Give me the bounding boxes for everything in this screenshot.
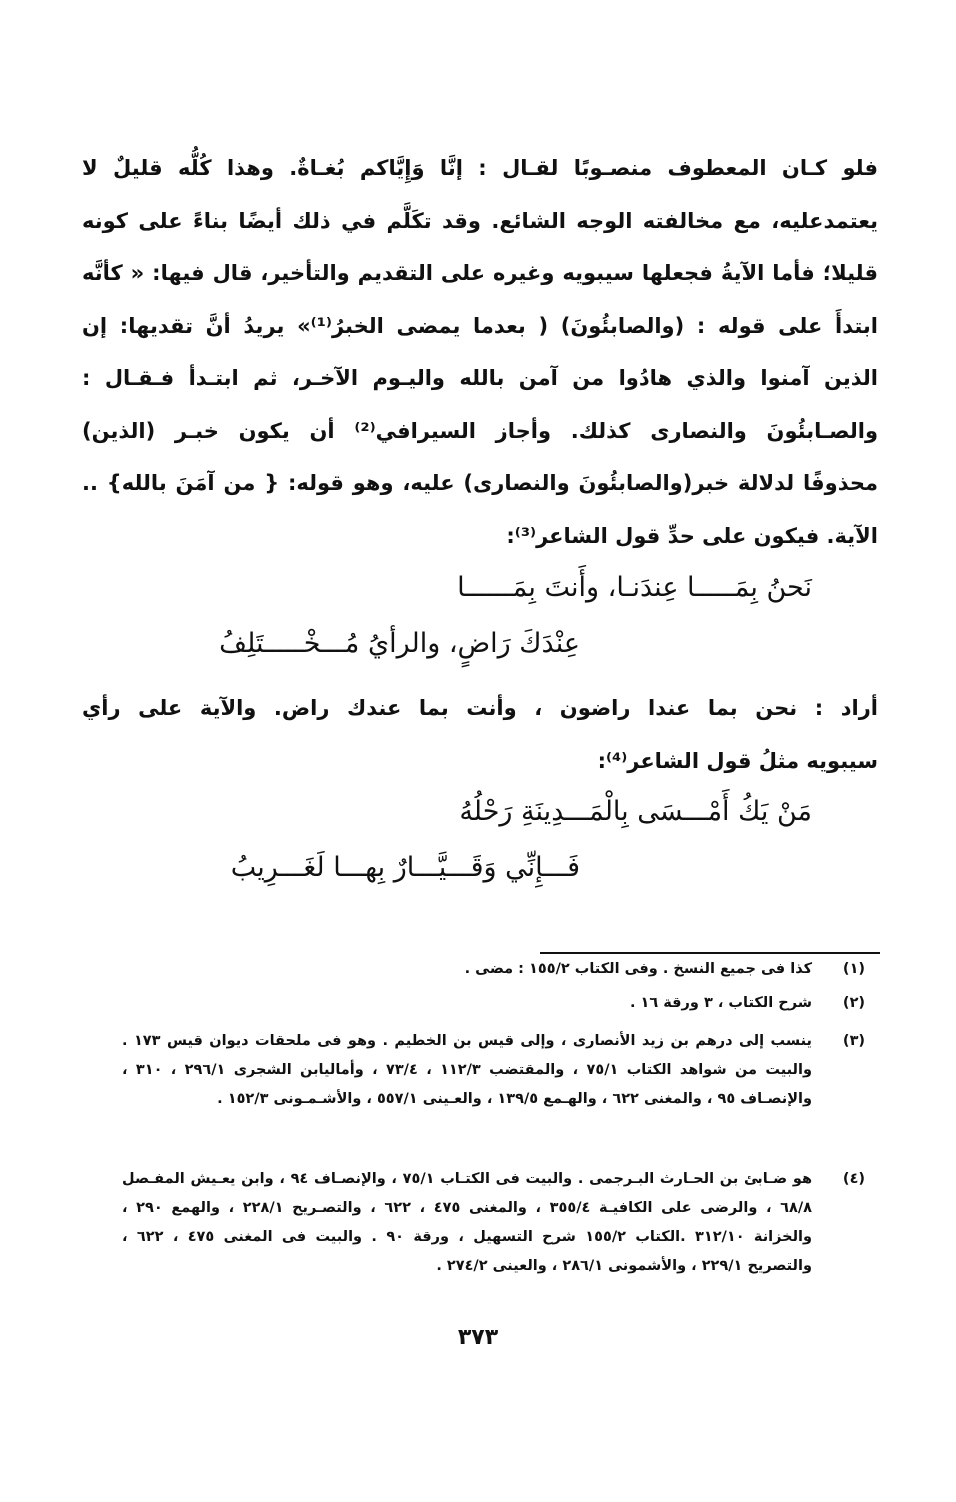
footnote-text: كذا فى جميع النسخ . وفى الكتاب ١٥٥/٢ : مضى . xyxy=(464,961,812,977)
text-line: أراد : نحن بما عندا راضون ، وأنت بما عندك راض. والآية على رأي xyxy=(82,696,878,720)
paragraph-1 xyxy=(82,142,878,562)
text-line: محذوفًا لدلالة خبر(والصابئُونَ والنصارى) عليه، وهو قوله: { من آمَنَ بالله} .. xyxy=(82,471,878,495)
verse-2-hemistich-2: فَـــإِنِّي وَقَـــيَّـــارٌ بِهـــا لَغَـــرِيبُ xyxy=(230,852,580,883)
page-number: ٣٧٣ xyxy=(457,1325,499,1350)
footnote-separator xyxy=(540,952,880,954)
footnote-number: (٢) xyxy=(842,995,866,1011)
footnote-3 xyxy=(122,1027,872,1114)
text-line: الذين آمنوا والذي هادُوا من آمن بالله واليـوم الآخـر، ثم ابتـدأ فـقـال : xyxy=(82,366,878,390)
text-line: ابتدأَ على قوله : (والصابئُونَ) ( بعدما يمضى الخبرُ⁽¹⁾» يريدُ أنَّ تقديها: إن xyxy=(82,313,878,338)
footnote-number: (٤) xyxy=(842,1171,866,1187)
text-line: فلو كـان المعطوف منصـوبًا لقـال : إنَّا وَإِيَّاكم بُغـاةٌ. وهذا كُلُّه قليلٌ لا xyxy=(82,156,878,180)
text-line: قليلا؛ فأما الآيةُ فجعلها سيبويه وغيره على التقديم والتأخير، قال فيها: « كأنَّه xyxy=(82,261,878,285)
verse-1-hemistich-2: عِنْدَكَ رَاضٍ، والرأيُ مُـــخْـــــتَلِفُ xyxy=(219,628,580,659)
text-line: سيبويه مثلُ قول الشاعر⁽⁴⁾: xyxy=(597,748,878,773)
text-line: والصـابئُونَ والنصارى كذلك. وأجاز السيرافي⁽²⁾ أن يكون خبـر (الذين) xyxy=(82,418,878,443)
verse-2-hemistich-1: مَنْ يَكُ أَمْـــسَى بِالْمَـــدِينَةِ رَحْلُهُ xyxy=(459,796,812,827)
footnote-1 xyxy=(122,955,872,984)
footnote-text: ينسب إلى درهم بن زيد الأنصارى ، وإلى قيس بن الخطيم . وهو فى ملحقات ديوان قيس ١٧٣ . والبيت من شواهد الكتاب ٧٥/١ ، والمقتضب ١١٢/٣ ، ٧٣/٤ ، وأماليابن الشجرى ٢٩٦/١ ، ٣١٠ ، والإنصـاف ٩٥ ، والمغنى ٦٢٢ ، والهـمع ١٣٩/٥ ، والعـينى ٥٥٧/١ ، والأشـمـونى ١٥٢/٣ . xyxy=(122,1033,812,1107)
text-line: الآية. فيكون على حدِّ قول الشاعر⁽³⁾: xyxy=(506,523,878,548)
footnote-number: (١) xyxy=(842,961,866,977)
footnote-number: (٣) xyxy=(842,1033,866,1049)
footnote-2 xyxy=(122,989,872,1018)
footnote-text: هو ضـابئ بن الحـارث البـرجمى . والبيت فى الكتـاب ٧٥/١ ، والإنصـاف ٩٤ ، وابن يعـيش المفـصل ٦٨/٨ ، والرضى على الكافيـة ٣٥٥/٤ ، والمغنى ٤٧٥ ، ٦٢٢ ، والتصـريح ٢٢٨/١ ، والهمع ٢٩٠ ، والخزانة ٣١٢/١٠ .الكتاب ١٥٥/٢ شرح التسهيل ، ورقة ٩٠ . والبيت فى المغنى ٤٧٥ ، ٦٢٢ ، والتصريح ٢٢٩/١ ، والأشمونى ٢٨٦/١ ، والعينى ٢٧٤/٢ . xyxy=(122,1171,813,1274)
paragraph-2 xyxy=(82,682,878,787)
footnote-text: شرح الكتاب ، ٣ ورقة ١٦ . xyxy=(629,995,812,1011)
text-line: يعتمدعليه، مع مخالفته الوجه الشائع. وقد تكَلَّم في ذلك أيضًا بناءً على كونه xyxy=(82,208,878,233)
footnote-4 xyxy=(122,1165,872,1281)
verse-1-hemistich-1: نَحنُ بِمَـــــا عِندَنـا، وأَنتَ بِمَــــــا xyxy=(457,572,812,603)
